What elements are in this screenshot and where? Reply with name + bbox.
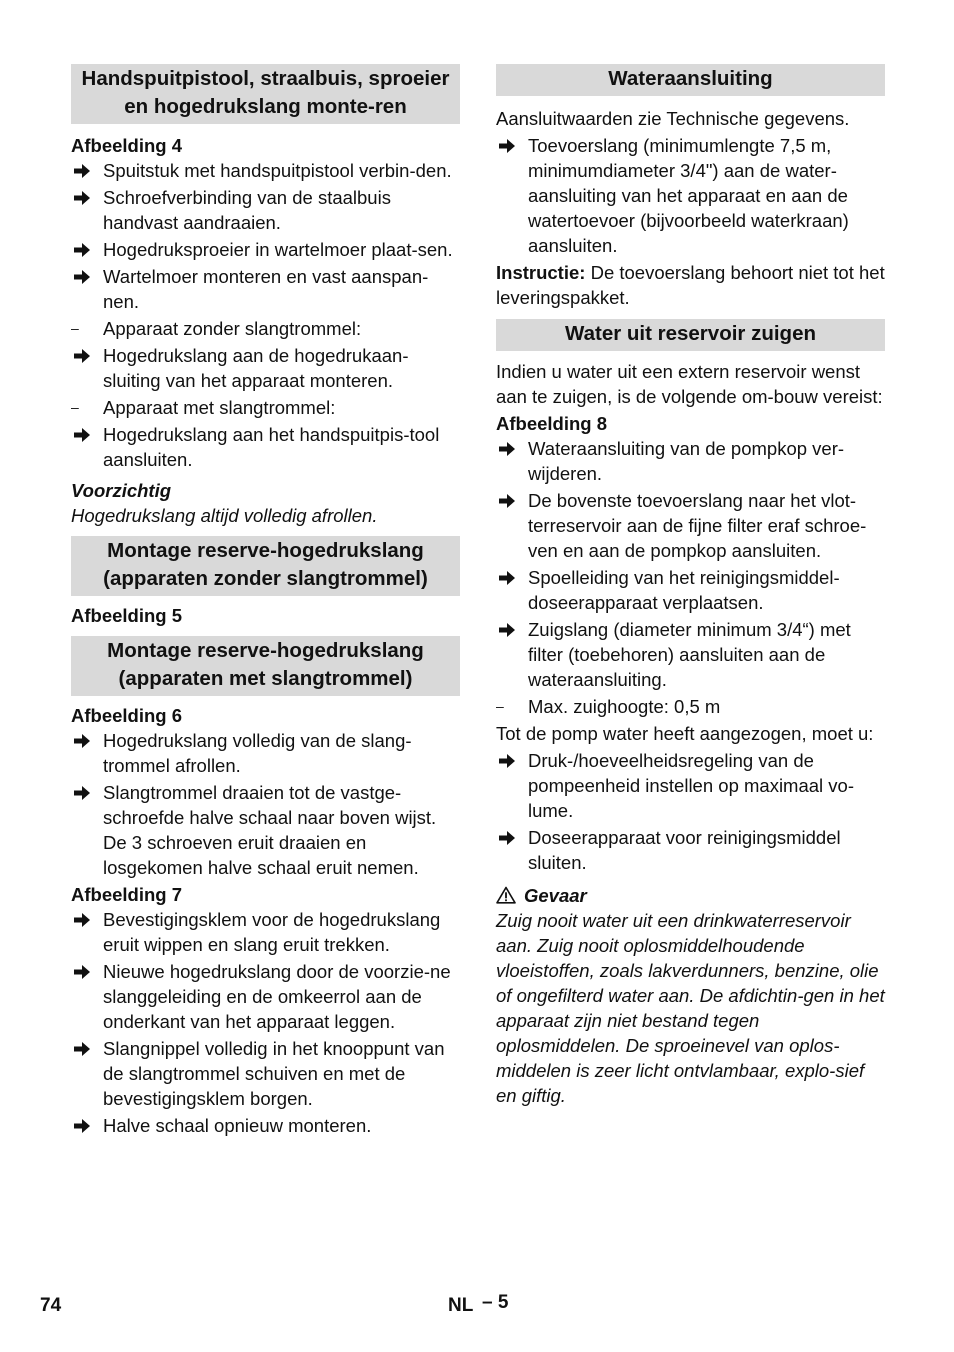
list-item (496, 617, 885, 692)
list-item (71, 959, 460, 1034)
section-heading-wateraansluiting: Wateraansluiting (496, 64, 885, 96)
arrow-bullet-icon (73, 422, 97, 447)
list-item-text: Spuitstuk met handspuitpistool verbin-den. (103, 160, 452, 181)
arrow-bullet-icon (498, 565, 522, 590)
list-item-text: Slangnippel volledig in het knooppunt van de slangtrommel schuiven en met de bevestigingsklem borgen. (103, 1038, 445, 1109)
list-item-text: Apparaat zonder slangtrommel: (103, 318, 362, 339)
caution-text: Hogedrukslang altijd volledig afrollen. (71, 505, 378, 526)
list-item (496, 825, 885, 875)
list-item-text: Halve schaal opnieuw monteren. (103, 1115, 372, 1136)
list-item (71, 158, 460, 183)
list-item-text: Wartelmoer monteren en vast aanspan-nen. (103, 266, 429, 312)
dash-bullet-icon: – (496, 698, 504, 714)
pump-intro: Tot de pomp water heeft aangezogen, moet u: (496, 723, 874, 744)
list-item-text: Bevestigingsklem voor de hogedrukslang eruit wippen en slang eruit trekken. (103, 909, 441, 955)
section-heading-montage-zonder: Montage reserve-hogedrukslang (apparaten zonder slangtrommel) (71, 536, 460, 596)
danger-heading-text: Gevaar (524, 885, 587, 906)
arrow-bullet-icon (73, 343, 97, 368)
list-item-text: Nieuwe hogedrukslang door de voorzie-ne slanggeleiding en de omkeerrol aan de onderkant van het apparaat leggen. (103, 961, 451, 1032)
list-item (496, 436, 885, 486)
arrow-bullet-icon (73, 728, 97, 753)
list-item-text: Hogedrukslang aan de hogedrukaan-sluiting van het apparaat monteren. (103, 345, 409, 391)
instruction-note (496, 260, 885, 310)
page-number: 74 (40, 1295, 62, 1316)
list-item-text: Schroefverbinding van de staalbuis handvast aandraaien. (103, 187, 391, 233)
list-item-text: Doseerapparaat voor reinigingsmiddel sluiten. (528, 827, 841, 873)
figure-ref-7: Afbeelding 7 (71, 884, 183, 905)
section-heading-montage-met: Montage reserve-hogedrukslang (apparaten met slangtrommel) (71, 636, 460, 696)
list-item-text: Hogedruksproeier in wartelmoer plaat-sen. (103, 239, 453, 260)
arrow-bullet-icon (73, 959, 97, 984)
danger-heading (496, 883, 885, 908)
arrow-bullet-icon (73, 237, 97, 262)
list-item-text: Slangtrommel draaien tot de vastge-schroefde halve schaal naar boven wijst. De 3 schroeven eruit draaien en losgekomen halve schaal eruit nemen. (103, 782, 437, 878)
list-item-text: Druk-/hoeveelheidsregeling van de pompeenheid instellen op maximaal vo-lume. (528, 750, 854, 821)
instruction-text: De toevoerslang behoort niet tot het leveringspakket. (496, 262, 885, 308)
caution-heading: Voorzichtig (71, 480, 172, 501)
danger-text: Zuig nooit water uit een drinkwaterreservoir aan. Zuig nooit oplosmiddelhoudende vloeistoffen, zoals lakverdunners, benzine, olie of ongefilterd water aan. De afdichtin-gen in het apparaat zijn niet bestand tegen oplosmiddelen. De sproeinevel van oplos-middelen is zeer licht ontvlambaar, explo-sief en giftig. (496, 910, 885, 1106)
list-item (496, 565, 885, 615)
list-item (71, 1113, 460, 1138)
dash-bullet-icon: – (71, 320, 79, 336)
list-item-text: Spoelleiding van het reinigingsmiddel-doseerapparaat verplaatsen. (528, 567, 840, 613)
list-item (71, 728, 460, 778)
figure-ref-5: Afbeelding 5 (71, 605, 183, 626)
instruction-list (496, 133, 885, 258)
arrow-bullet-icon (498, 436, 522, 461)
left-column (71, 64, 460, 1140)
arrow-bullet-icon (498, 133, 522, 158)
list-item (71, 1036, 460, 1111)
arrow-bullet-icon (498, 488, 522, 513)
arrow-bullet-icon (73, 907, 97, 932)
list-item (71, 422, 460, 472)
figure-ref-4: Afbeelding 4 (71, 135, 183, 156)
list-item-text: De bovenste toevoerslang naar het vlot-terreservoir aan de fijne filter eraf schroe-ven en aan de pompkop aansluiten. (528, 490, 867, 561)
figure-ref-6: Afbeelding 6 (71, 705, 183, 726)
arrow-bullet-icon (73, 158, 97, 183)
list-item-text: Max. zuighoogte: 0,5 m (528, 696, 721, 717)
instruction-list (496, 748, 885, 875)
list-item-text: Wateraansluiting van de pompkop ver-wijderen. (528, 438, 845, 484)
right-column (496, 64, 885, 1110)
intro-text: Aansluitwaarden zie Technische gegevens. (496, 108, 850, 129)
arrow-bullet-icon (73, 1036, 97, 1061)
section-heading-water-reservoir: Water uit reservoir zuigen (496, 319, 885, 351)
arrow-bullet-icon (73, 780, 97, 805)
list-item (71, 395, 460, 420)
list-item (71, 907, 460, 957)
list-item (71, 237, 460, 262)
list-item (71, 264, 460, 314)
arrow-bullet-icon (73, 264, 97, 289)
dash-bullet-icon: – (71, 399, 79, 415)
list-item (496, 694, 885, 719)
list-item (496, 488, 885, 563)
list-item (71, 316, 460, 341)
list-item-text: Toevoerslang (minimumlengte 7,5 m, minimumdiameter 3/4") aan de water-aansluiting van het apparaat en aan de watertoevoer (bijvoorbeeld waterkraan) aansluiten. (528, 135, 849, 256)
list-item (496, 133, 885, 258)
list-item-text: Apparaat met slangtrommel: (103, 397, 336, 418)
arrow-bullet-icon (73, 1113, 97, 1138)
arrow-bullet-icon (73, 185, 97, 210)
instruction-list (71, 907, 460, 1138)
instruction-label: Instructie: (496, 262, 586, 283)
figure-ref-8: Afbeelding 8 (496, 413, 608, 434)
warning-triangle-icon (496, 886, 516, 904)
list-item (496, 748, 885, 823)
instruction-list (71, 728, 460, 880)
list-item-text: Zuigslang (diameter minimum 3/4“) met filter (toebehoren) aansluiten aan de wateraansluiting. (528, 619, 851, 690)
instruction-list (71, 158, 460, 472)
arrow-bullet-icon (498, 825, 522, 850)
section-heading-handspuitpistool: Handspuitpistool, straalbuis, sproeier en hogedrukslang monte-ren (71, 64, 460, 124)
list-item-text: Hogedrukslang volledig van de slang-trommel afrollen. (103, 730, 412, 776)
instruction-list (496, 436, 885, 719)
reservoir-intro: Indien u water uit een extern reservoir wenst aan te zuigen, is de volgende om-bouw vereist: (496, 361, 883, 407)
language-code: NL (448, 1295, 474, 1316)
list-item (71, 780, 460, 880)
arrow-bullet-icon (498, 617, 522, 642)
list-item-text: Hogedrukslang aan het handspuitpis-tool aansluiten. (103, 424, 440, 470)
list-item (71, 343, 460, 393)
section-page-number: – 5 (482, 1292, 509, 1313)
list-item (71, 185, 460, 235)
arrow-bullet-icon (498, 748, 522, 773)
